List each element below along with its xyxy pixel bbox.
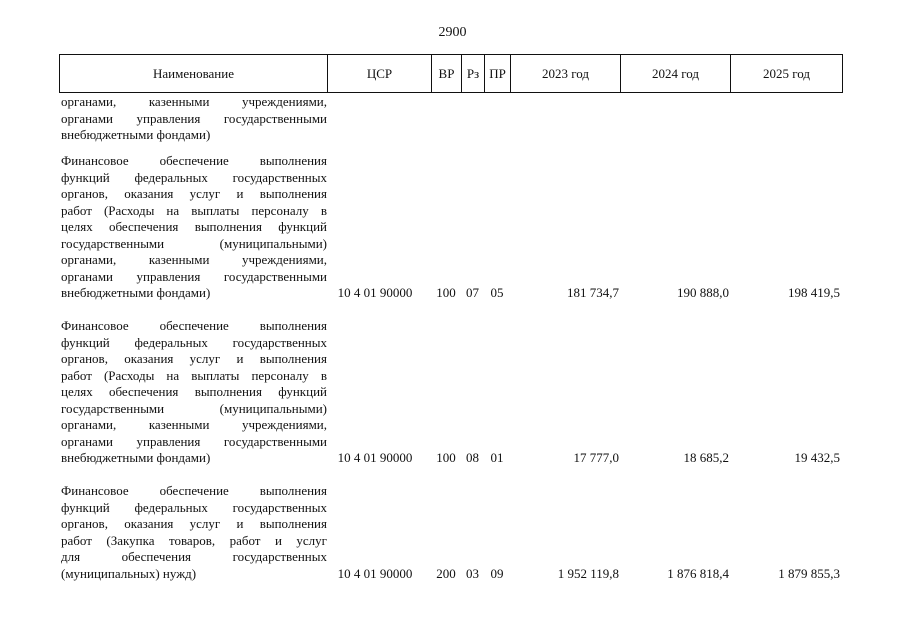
name-line: органами, казенными учреждениями, [61, 417, 327, 432]
name-line: внебюджетными фондами) [61, 127, 211, 142]
name-line: органами управления государственными [61, 433, 327, 449]
header-vr: ВР [432, 55, 462, 93]
rz-cell: 08 [466, 450, 479, 465]
rz-cell: 07 [466, 285, 479, 300]
name-line: целях обеспечения выполнения функций [61, 219, 327, 234]
name-line: внебюджетными фондами) [61, 450, 211, 465]
name-line: государственными (муниципальными) [61, 235, 327, 251]
header-name: Наименование [60, 55, 328, 93]
name-line: органами управления государственными [61, 268, 327, 284]
amount-2024: 1 876 818,4 [667, 565, 729, 581]
name-line: органов, оказания услуг и выполнения [61, 516, 327, 531]
name-line: функций федеральных государственных [61, 169, 327, 185]
name-line: Финансовое обеспечение выполнения [61, 153, 327, 168]
row-name [61, 318, 327, 467]
header-2025: 2025 год [731, 55, 843, 93]
name-line: органов, оказания услуг и выполнения [61, 186, 327, 201]
name-line: работ (Закупка товаров, работ и услуг [61, 532, 327, 548]
name-line: для обеспечения государственных [61, 549, 327, 564]
name-line: функций федеральных государственных [61, 499, 327, 515]
name-line: органами, казенными учреждениями, [61, 252, 327, 267]
name-line: работ (Расходы на выплаты персоналу в [61, 202, 327, 218]
header-pr: ПР [485, 55, 511, 93]
page-number: 2900 [438, 25, 467, 40]
row-name [61, 94, 327, 144]
amount-2024: 190 888,0 [677, 285, 729, 300]
name-line: функций федеральных государственных [61, 334, 327, 350]
column-header [59, 54, 843, 93]
table-row [59, 153, 843, 302]
vr-cell: 100 [436, 285, 456, 300]
pr-cell: 09 [490, 565, 504, 581]
vr-cell: 200 [436, 565, 456, 581]
amount-2023: 1 952 119,8 [557, 565, 619, 581]
csr-cell: 10 4 01 90000 [337, 450, 413, 465]
vr-cell: 100 [436, 450, 456, 465]
row-name [61, 483, 327, 582]
rz-cell: 03 [466, 565, 479, 581]
amount-2025: 19 432,5 [794, 450, 840, 465]
name-line: целях обеспечения выполнения функций [61, 384, 327, 399]
amount-2024: 18 685,2 [683, 450, 729, 465]
csr-cell: 10 4 01 90000 [337, 565, 413, 581]
csr-cell: 10 4 01 90000 [337, 285, 413, 300]
amount-2023: 17 777,0 [573, 450, 619, 465]
name-line: внебюджетными фондами) [61, 285, 211, 300]
table-row [59, 94, 843, 144]
name-line: органами управления государственными [61, 110, 327, 126]
name-line: Финансовое обеспечение выполнения [61, 483, 327, 498]
header-2024: 2024 год [621, 55, 731, 93]
pr-cell: 01 [490, 450, 504, 465]
name-line: органов, оказания услуг и выполнения [61, 351, 327, 366]
header-csr: ЦСР [328, 55, 432, 93]
amount-2025: 1 879 855,3 [778, 565, 840, 581]
table-row [59, 318, 843, 467]
name-line: государственными (муниципальными) [61, 400, 327, 416]
header-rz: Рз [462, 55, 485, 93]
name-line: органами, казенными учреждениями, [61, 94, 327, 109]
row-name [61, 153, 327, 302]
pr-cell: 05 [490, 285, 504, 300]
name-line: (муниципальных) нужд) [61, 565, 197, 581]
amount-2025: 198 419,5 [788, 285, 840, 300]
header-2023: 2023 год [511, 55, 621, 93]
table-row [59, 483, 843, 582]
name-line: Финансовое обеспечение выполнения [61, 318, 327, 333]
amount-2023: 181 734,7 [567, 285, 619, 300]
name-line: работ (Расходы на выплаты персоналу в [61, 367, 327, 383]
